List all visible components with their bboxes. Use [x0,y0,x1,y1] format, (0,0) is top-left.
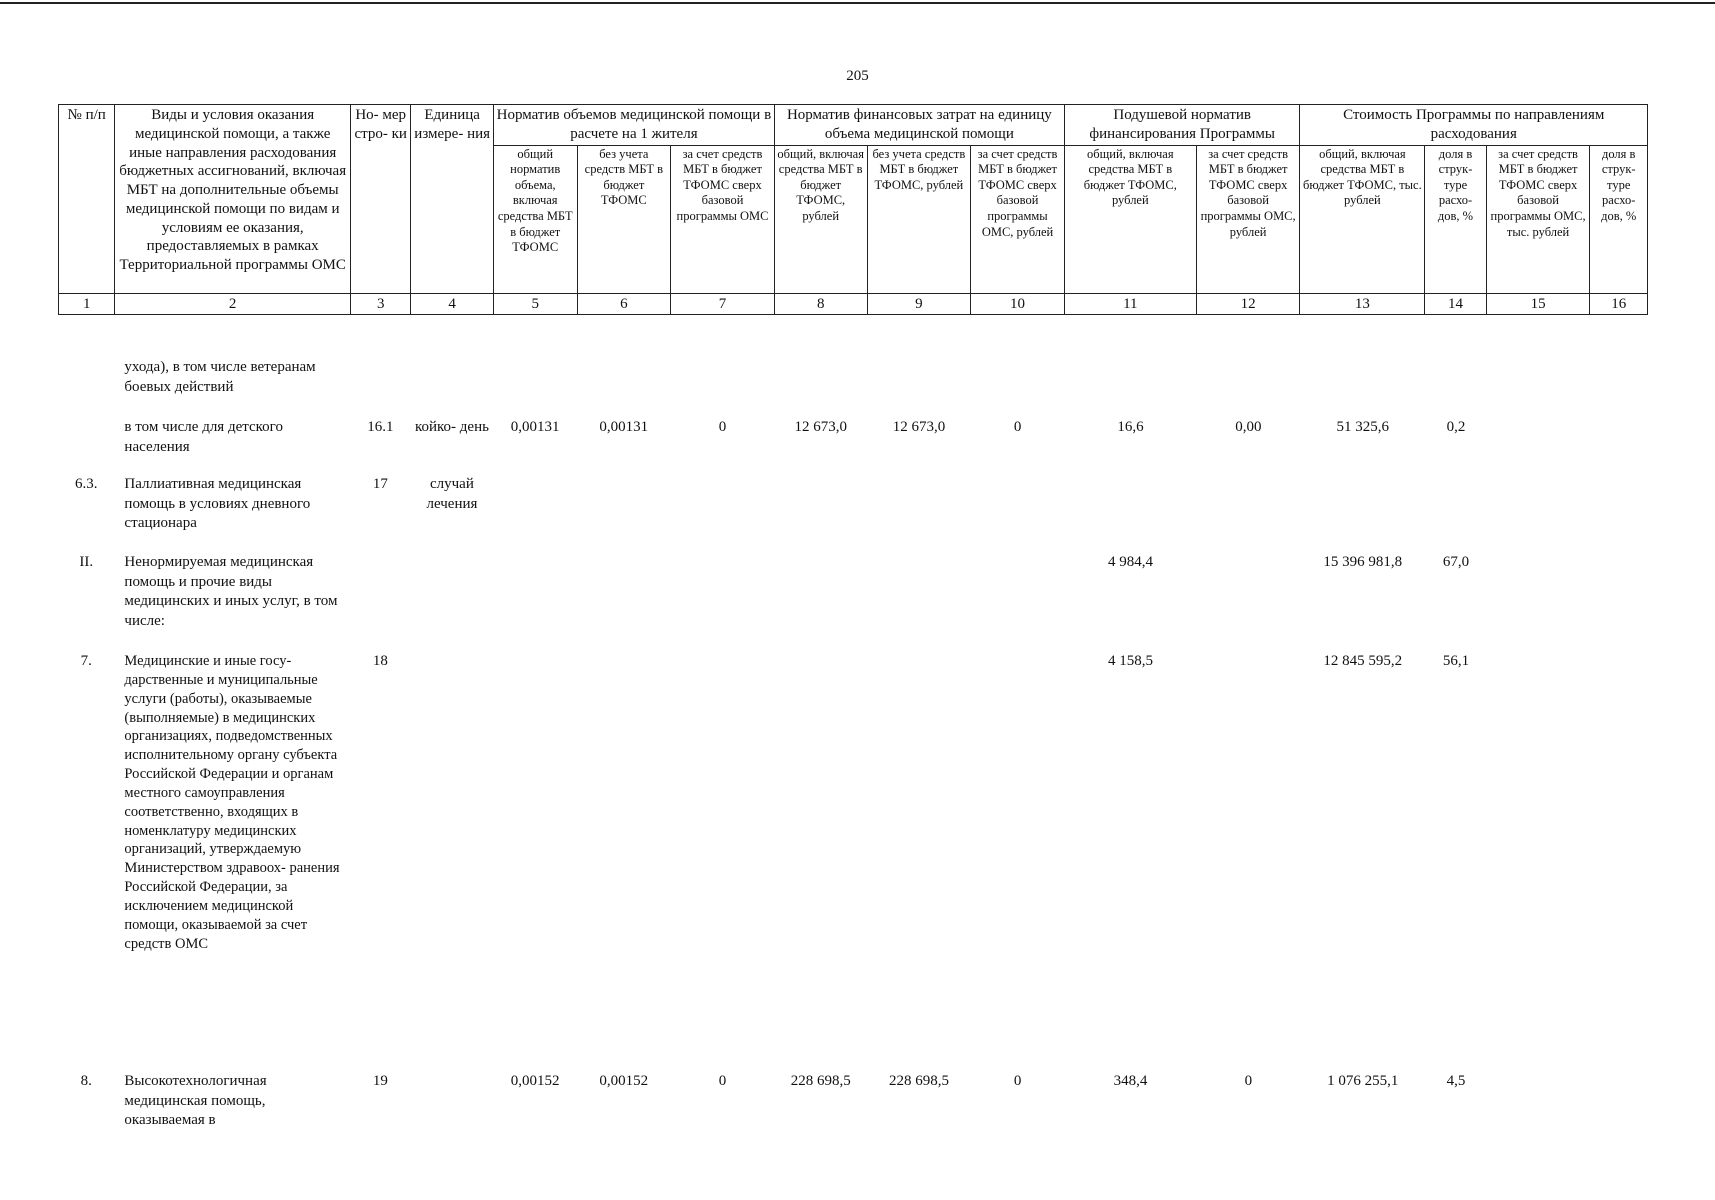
row-name: Паллиативная медицинская помощь в условиях дневного стационара [124,476,311,531]
row-line-number: 17 [372,476,388,492]
column-number: 3 [350,293,410,315]
row-unit [411,652,494,1072]
row-unit: койко- день [414,419,489,435]
row-cell: 67,0 [1442,554,1470,570]
table-row [58,418,1648,475]
column-number: 5 [493,293,577,315]
row-line-number: 19 [372,1073,388,1089]
column-number: 12 [1196,293,1300,315]
row-cell [1590,1072,1648,1131]
row-cell: 12 673,0 [794,419,847,435]
row-name: ухода), в том числе ветеранам боевых действий [124,359,316,395]
row-cell: 4 158,5 [1108,653,1154,669]
header-col-11: общий, включая средства МБТ в бюджет ТФОМС, рублей [1064,145,1196,293]
table-row [58,1072,1648,1131]
row-cell [774,475,867,553]
column-number: 2 [115,293,351,315]
row-cell: 4 984,4 [1108,554,1154,570]
row-name: Ненормируемая медицинская помощь и прочие виды медицинских и иных услуг, в том числе: [124,554,338,629]
row-unit [411,553,494,652]
row-name: Высокотехнологичная медицинская помощь, оказываемая в [124,1073,267,1128]
row-line-number [350,358,410,418]
row-cell [671,358,775,418]
row-cell: 4,5 [1446,1073,1466,1089]
row-cell: 0,2 [1446,419,1466,435]
column-number: 7 [671,293,775,315]
row-cell: 0,00152 [510,1073,560,1089]
row-name: в том числе для детского населения [124,419,283,455]
header-col-6: без учета средств МБТ в бюджет ТФОМС [577,145,671,293]
row-cell: 0 [718,1073,727,1089]
header-col-10: за счет средств МБТ в бюджет ТФОМС сверх базовой программы ОМС, рублей [971,145,1065,293]
header-col-12: за счет средств МБТ в бюджет ТФОМС сверх базовой программы ОМС, рублей [1196,145,1300,293]
row-unit [411,358,494,418]
header-col-13: общий, включая средства МБТ в бюджет ТФОМС, тыс. рублей [1300,145,1425,293]
header-col-8: общий, включая средства МБТ в бюджет ТФОМС, рублей [774,145,867,293]
row-line-number [350,553,410,652]
row-cell [1487,652,1591,1072]
header-col-5: общий норматив объема, включая средства МБТ в бюджет ТФОМС [493,145,577,293]
row-cell: 15 396 981,8 [1323,554,1403,570]
row-cell [1487,358,1591,418]
header-group-cost: Стоимость Программы по направлениям расходования [1300,105,1648,146]
row-cell [493,358,577,418]
row-cell [1197,358,1301,418]
column-number: 13 [1300,293,1425,315]
row-cell [1487,475,1591,553]
row-cell [1197,475,1301,553]
row-cell: 12 845 595,2 [1323,653,1403,669]
table-row [58,553,1648,652]
row-cell: 16,6 [1117,419,1144,435]
header-col-14: доля в струк- туре расхо- дов, % [1425,145,1486,293]
row-unit [411,1072,494,1131]
row-cell [971,652,1065,1072]
row-cell [1300,475,1425,553]
row-no [58,358,114,418]
row-cell [671,475,775,553]
row-cell [1487,553,1591,652]
row-cell [971,358,1065,418]
header-unit: Единица измере- ния [411,105,494,294]
row-cell [1425,475,1486,553]
row-cell: 348,4 [1113,1073,1148,1089]
row-cell [1425,358,1486,418]
row-cell [867,553,971,652]
table-header [58,104,1648,315]
page-number: 205 [846,68,869,84]
table-body [58,358,1648,1131]
row-cell [971,553,1065,652]
row-no [58,418,114,475]
row-cell [867,358,971,418]
row-cell: 51 325,6 [1336,419,1390,435]
column-number: 10 [971,293,1065,315]
header-types: Виды и условия оказания медицинской помощи, а также иные направления расходования бюджетных ассигнований, включая МБТ на дополнительные объемы медицинской помощи по видам и условиям ее оказания, предоставляемых в рамках Территориальной программы ОМС [115,105,351,294]
row-cell [1065,358,1197,418]
row-cell [493,553,577,652]
row-cell: 0,00131 [599,419,649,435]
row-cell [971,475,1065,553]
row-no: 8. [80,1073,92,1089]
row-cell: 0 [1013,419,1022,435]
row-cell: 0 [718,419,727,435]
table-row [58,358,1648,418]
top-border-line [0,2,1715,4]
column-number: 15 [1486,293,1590,315]
row-cell: 0,00 [1235,419,1262,435]
header-col-16: доля в струк- туре расхо- дов, % [1590,145,1648,293]
row-no: II. [79,554,94,570]
row-cell [1590,358,1648,418]
row-cell: 0 [1013,1073,1022,1089]
row-cell [577,652,671,1072]
row-line-number: 18 [372,653,388,669]
row-cell [1065,475,1197,553]
row-unit: случай лечения [426,476,478,512]
row-cell: 0,00131 [510,419,560,435]
row-cell [671,652,775,1072]
header-group-per-capita: Подушевой норматив финансирования Программы [1064,105,1300,146]
row-cell [774,358,867,418]
row-cell [1487,1072,1591,1131]
row-cell [493,475,577,553]
row-cell [493,652,577,1072]
header-no: № п/п [59,105,115,294]
header-col-9: без учета средств МБТ в бюджет ТФОМС, рублей [867,145,971,293]
row-cell [774,553,867,652]
row-cell [1487,418,1591,475]
table-row [58,475,1648,553]
header-col-7: за счет средств МБТ в бюджет ТФОМС сверх базовой программы ОМС [671,145,775,293]
row-cell: 1 076 255,1 [1327,1073,1399,1089]
row-cell [1590,652,1648,1072]
header-col-15: за счет средств МБТ в бюджет ТФОМС сверх базовой программы ОМС, тыс. рублей [1486,145,1590,293]
row-cell [1590,553,1648,652]
column-number: 4 [411,293,494,315]
row-no: 6.3. [74,476,98,492]
row-cell [1197,553,1301,652]
row-cell [867,652,971,1072]
row-cell: 12 673,0 [892,419,946,435]
column-number-row [59,293,1648,315]
row-cell [1300,358,1425,418]
row-cell [577,475,671,553]
header-row-number: Но- мер стро- ки [350,105,410,294]
column-number: 11 [1064,293,1196,315]
row-cell [774,652,867,1072]
column-number: 1 [59,293,115,315]
row-line-number: 16.1 [367,419,394,435]
column-number: 16 [1590,293,1648,315]
header-group-volume: Норматив объемов медицинской помощи в расчете на 1 жителя [493,105,774,146]
row-cell [1197,652,1301,1072]
row-cell [1590,418,1648,475]
row-cell [1590,475,1648,553]
column-number: 8 [774,293,867,315]
row-cell: 0,00152 [599,1073,649,1089]
column-number: 9 [867,293,971,315]
row-cell: 56,1 [1442,653,1470,669]
header-group-fin-costs: Норматив финансовых затрат на единицу объема медицинской помощи [774,105,1064,146]
column-number: 14 [1425,293,1486,315]
row-cell [867,475,971,553]
row-cell: 228 698,5 [888,1073,949,1089]
row-cell [577,553,671,652]
row-name: Медицинские и иные госу- дарственные и муниципальные услуги (работы), оказываемые (выполняемые) в медицинских организациях, подведомственных исполнительному органу субъекта Российской Федерации и органам местного самоуправления соответственно, входящих в номенклатуру медицинских организаций, утверждаемую Министерством здравоох- ранения Российской Федерации, за исключением медицинской помощи, оказываемой за счет средств ОМС [124,653,340,952]
row-cell [671,553,775,652]
row-cell [577,358,671,418]
row-no: 7. [80,653,92,669]
table-row [58,652,1648,1072]
row-cell: 0 [1244,1073,1253,1089]
row-cell: 228 698,5 [790,1073,851,1089]
column-number: 6 [577,293,671,315]
